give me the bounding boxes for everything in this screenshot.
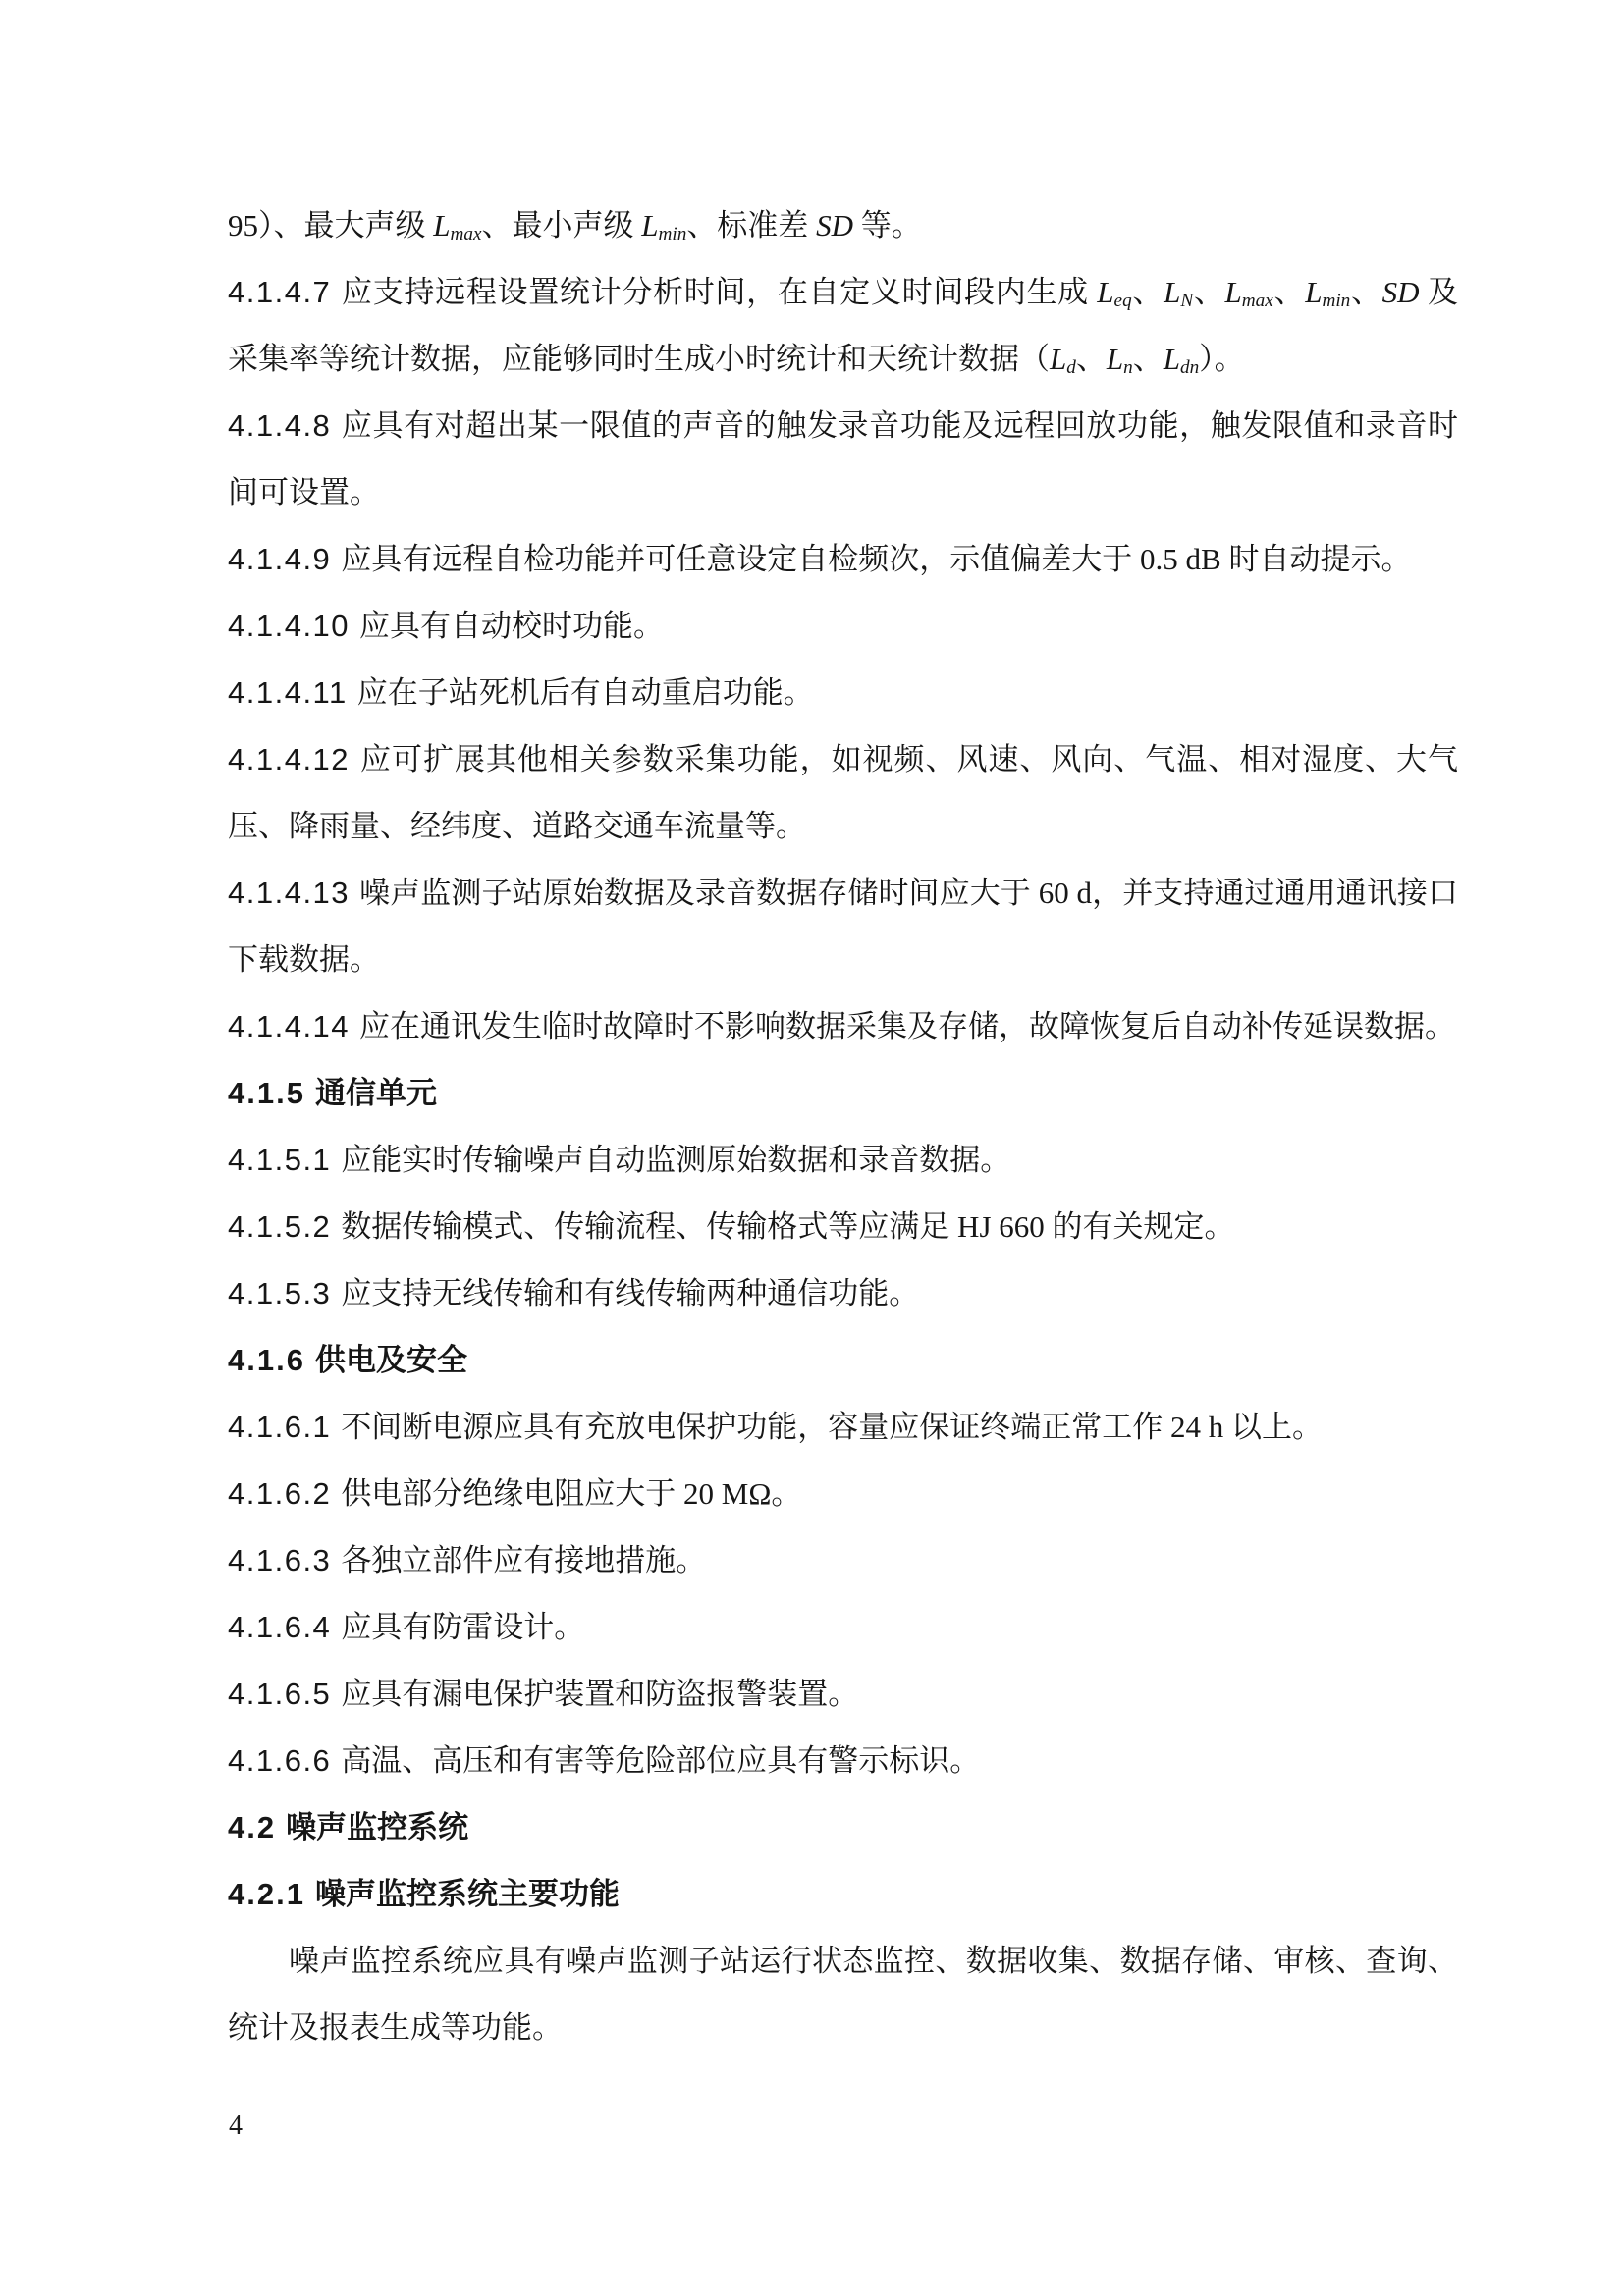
document-content (228, 192, 1458, 2061)
acoustic-variable: $L_{min}$ (641, 208, 687, 245)
paragraph: 噪声监控系统应具有噪声监测子站运行状态监控、数据收集、数据存储、审核、查询、统计及报表生成等功能。 (228, 1944, 1458, 2045)
clause-4.1.5.2: 4.1.5.2 数据传输模式、传输流程、传输格式等应满足 HJ 660 的有关规定。 (228, 1209, 1235, 1244)
clause-4.1.6.2: 4.1.6.2 供电部分绝缘电阻应大于 20 MΩ。 (228, 1476, 802, 1511)
clause-4.1.4.10: 4.1.4.10 应具有自动校时功能。 (228, 609, 665, 643)
clause-4.1.4.14: 4.1.4.14 应在通讯发生临时故障时不影响数据采集及存储，故障恢复后自动补传延误数据。 (228, 1009, 1456, 1043)
clause-number: 4.1.4.12 (228, 742, 351, 776)
clause-number: 4.1.6.5 (228, 1677, 332, 1711)
acoustic-variable: SD (1381, 275, 1420, 309)
clause-4.1.6.5: 4.1.6.5 应具有漏电保护装置和防盗报警装置。 (228, 1677, 859, 1711)
clause-4.1.6.3: 4.1.6.3 各独立部件应有接地措施。 (228, 1543, 707, 1577)
clause-number: 4.1.4.14 (228, 1009, 351, 1043)
clause-number: 4.1.4.10 (228, 609, 351, 643)
clause-number: 4.1.5 (228, 1076, 305, 1110)
clause-number: 4.1.6.1 (228, 1410, 332, 1444)
clause-number: 4.1.6.2 (228, 1476, 332, 1511)
clause-number: 4.1.5.1 (228, 1143, 332, 1177)
clause-number: 4.1.6.4 (228, 1610, 332, 1644)
acoustic-variable: $L_{max}$ (1224, 275, 1273, 312)
acoustic-variable: $L_N$ (1164, 275, 1194, 312)
clause-4.1.4.11: 4.1.4.11 应在子站死机后有自动重启功能。 (228, 675, 814, 710)
clause-4.1.5: 4.1.5 通信单元 (228, 1076, 437, 1110)
clause-4.1.6.6: 4.1.6.6 高温、高压和有害等危险部位应具有警示标识。 (228, 1743, 981, 1778)
clause-4.1.5.1: 4.1.5.1 应能实时传输噪声自动监测原始数据和录音数据。 (228, 1143, 1011, 1177)
clause-number: 4.1.6.6 (228, 1743, 332, 1778)
acoustic-variable: $L_{dn}$ (1163, 342, 1200, 379)
clause-4.2: 4.2 噪声监控系统 (228, 1810, 469, 1844)
paragraph: 95）、最大声级 $L_{max}$、最小声级 $L_{min}$、标准差 SD 等。 (228, 208, 922, 245)
clause-4.1.4.13: 4.1.4.13 噪声监测子站原始数据及录音数据存储时间应大于 60 d，并支持通过通用通讯接口下载数据。 (228, 876, 1458, 977)
clause-number: 4.1.4.11 (228, 675, 348, 710)
acoustic-variable: $L_{min}$ (1305, 275, 1351, 312)
clause-4.1.6.4: 4.1.6.4 应具有防雷设计。 (228, 1610, 585, 1644)
clause-number: 4.1.4.8 (228, 408, 332, 443)
clause-4.1.4.9: 4.1.4.9 应具有远程自检功能并可任意设定自检频次，示值偏差大于 0.5 dB 时自动提示。 (228, 542, 1412, 576)
clause-4.1.4.8: 4.1.4.8 应具有对超出某一限值的声音的触发录音功能及远程回放功能，触发限值和录音时间可设置。 (228, 408, 1458, 509)
clause-number: 4.1.6.3 (228, 1543, 332, 1577)
clause-number: 4.2.1 (228, 1877, 305, 1911)
clause-number: 4.1.4.9 (228, 542, 332, 576)
acoustic-variable: SD (816, 208, 853, 242)
clause-number: 4.1.5.3 (228, 1276, 332, 1310)
clause-number: 4.1.4.13 (228, 876, 351, 910)
clause-number: 4.2 (228, 1810, 277, 1844)
clause-4.1.4.7: 4.1.4.7 应支持远程设置统计分析时间，在自定义时间段内生成 $L_{eq}$、$L_N$、$L_{max}$、$L_{min}$、SD 及采集率等统计数据，应能够同时生成小时统计和天统计数据（$L_d$、$L_n$、$L_{dn}$）。 (228, 275, 1459, 379)
acoustic-variable: $L_{eq}$ (1097, 275, 1132, 312)
clause-number: 4.1.6 (228, 1343, 305, 1377)
clause-4.1.6: 4.1.6 供电及安全 (228, 1343, 467, 1377)
acoustic-variable: $L_d$ (1050, 342, 1076, 379)
page-number: 4 (229, 2110, 243, 2141)
clause-number: 4.1.5.2 (228, 1209, 332, 1244)
clause-4.1.4.12: 4.1.4.12 应可扩展其他相关参数采集功能，如视频、风速、风向、气温、相对湿度、大气压、降雨量、经纬度、道路交通车流量等。 (228, 742, 1458, 843)
clause-4.1.5.3: 4.1.5.3 应支持无线传输和有线传输两种通信功能。 (228, 1276, 920, 1310)
clause-number: 4.1.4.7 (228, 275, 332, 309)
acoustic-variable: $L_{max}$ (433, 208, 482, 245)
clause-4.1.6.1: 4.1.6.1 不间断电源应具有充放电保护功能，容量应保证终端正常工作 24 h 以上。 (228, 1410, 1324, 1444)
clause-4.2.1: 4.2.1 噪声监控系统主要功能 (228, 1877, 620, 1911)
acoustic-variable: $L_n$ (1106, 342, 1133, 379)
